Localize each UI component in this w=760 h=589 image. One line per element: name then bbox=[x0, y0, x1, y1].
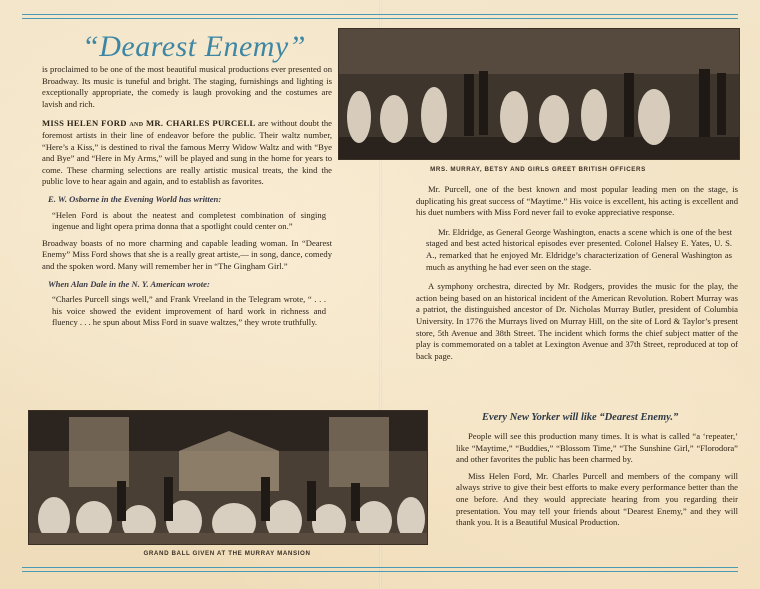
critics-quote: “Charles Purcell sings well,” and Frank Vreeland in the Telegram wrote, “ . . . his voice showed the evident improvement of hard work in richness and fluency . . . he spun about Miss Ford in suave waltzes,” they wrote truthfully. bbox=[52, 294, 326, 328]
bottom-rule bbox=[22, 567, 738, 568]
left-column bbox=[42, 64, 332, 334]
closing-paragraph: Miss Helen Ford, Mr. Charles Purcell and members of the company will always strive to give their best efforts to make every performance better than the one before. And they would appreciate hearing from you regarding their presentation. You may tell your friends about “Dearest Enemy,” and they will thank you. It is a Beautiful Musical Production. bbox=[456, 470, 738, 528]
intro-paragraph: is proclaimed to be one of the most beautiful musical productions ever presented on Broadway. Its music is tuneful and bright. The staging, furnishings and lighting is exceptionally appropriate, the comedy is laugh provoking and the costumes are lavish and rich. bbox=[42, 64, 332, 109]
officers-scene bbox=[339, 29, 739, 159]
section-subheading: Every New Yorker will like “Dearest Enemy.” bbox=[482, 412, 679, 423]
artists-paragraph bbox=[42, 118, 332, 188]
top-rule bbox=[22, 14, 738, 15]
purcell-paragraph: Mr. Purcell, one of the best known and most popular leading men on the stage, is duplicating his great success of “Maytime.” His voice is excellent, his acting is excellent and his duet numbers with Miss Ford never fail to evoke appreciative response. bbox=[416, 184, 738, 218]
eldridge-paragraph: Mr. Eldridge, as General George Washington, enacts a scene which is one of the best staged and best acted historical episodes ever presented. Colonel Halsey E. Yates, U. S. A., remarked that he enjoyed Mr. Eldridge’s characterization of General Washington as much as anything he had ever seen on the stage. bbox=[426, 226, 732, 272]
page-title: “Dearest Enemy” bbox=[82, 30, 306, 63]
top-rule-inner bbox=[22, 18, 738, 19]
officers-photo bbox=[338, 28, 740, 160]
repeater-paragraph: People will see this production many times. It is what is called “a ‘repeater,’ like “Maytime,” “Buddies,” “Blossom Time,” “The Sunshine Girl,” “Florodora” and other favorites the public has been charmed by. bbox=[456, 431, 738, 465]
artists-body: are without doubt the foremost artists in their line of endeavor before the public. Their waltz number, “Here’s a Kiss,” is destined to rival the famous Merry Widow Waltz and with “Bye and Bye” and “Here in My Arms,” will be played and sung in the home for years to come. These charming selections are really artistic musical treats, the kind the public love to hear again and again, and to establish as favorites. bbox=[42, 118, 332, 187]
ford-paragraph: Broadway boasts of no more charming and capable leading woman. In “Dearest Enemy” Miss Ford shows that she is a really great artiste,— in song, dance, comedy and the spoken word. Many will remember her in “The Gingham Girl.” bbox=[42, 237, 332, 271]
bottom-rule-inner bbox=[22, 571, 738, 572]
orchestra-paragraph: A symphony orchestra, directed by Mr. Rodgers, provides the music for the play, the action being based on an historical incident of the American Revolution. Robert Murray was a patriot, the distinguished ancestor of Dr. Nicholas Murray Butler, president of Columbia University. In 1776 the Murrays lived on Murray Hill, on the site of Lord & Taylor’s present store, 5th Avenue and 38th Street. The incident which forms the chief subject matter of the play is commemorated on a tablet at Lexington Avenue and 37th Street, reproduced at top of back page. bbox=[416, 281, 738, 361]
artists-lead: MISS HELEN FORD and MR. CHARLES PURCELL bbox=[42, 118, 256, 129]
ballroom-scene bbox=[29, 411, 427, 544]
grand-ball-photo bbox=[28, 410, 428, 545]
right-column bbox=[416, 184, 738, 367]
grand-ball-caption: GRAND BALL GIVEN AT THE MURRAY MANSION bbox=[143, 550, 311, 557]
osborne-heading: E. W. Osborne in the Evening World has written: bbox=[48, 193, 222, 204]
dale-heading: When Alan Dale in the N. Y. American wrote: bbox=[48, 278, 210, 289]
officers-caption: MRS. MURRAY, BETSY AND GIRLS GREET BRITISH OFFICERS bbox=[430, 166, 646, 173]
osborne-quote: “Helen Ford is about the neatest and completest combination of singing ingenue and light opera prima donna that a spotlight could center on.” bbox=[52, 209, 326, 232]
right-column-lower bbox=[456, 431, 738, 534]
